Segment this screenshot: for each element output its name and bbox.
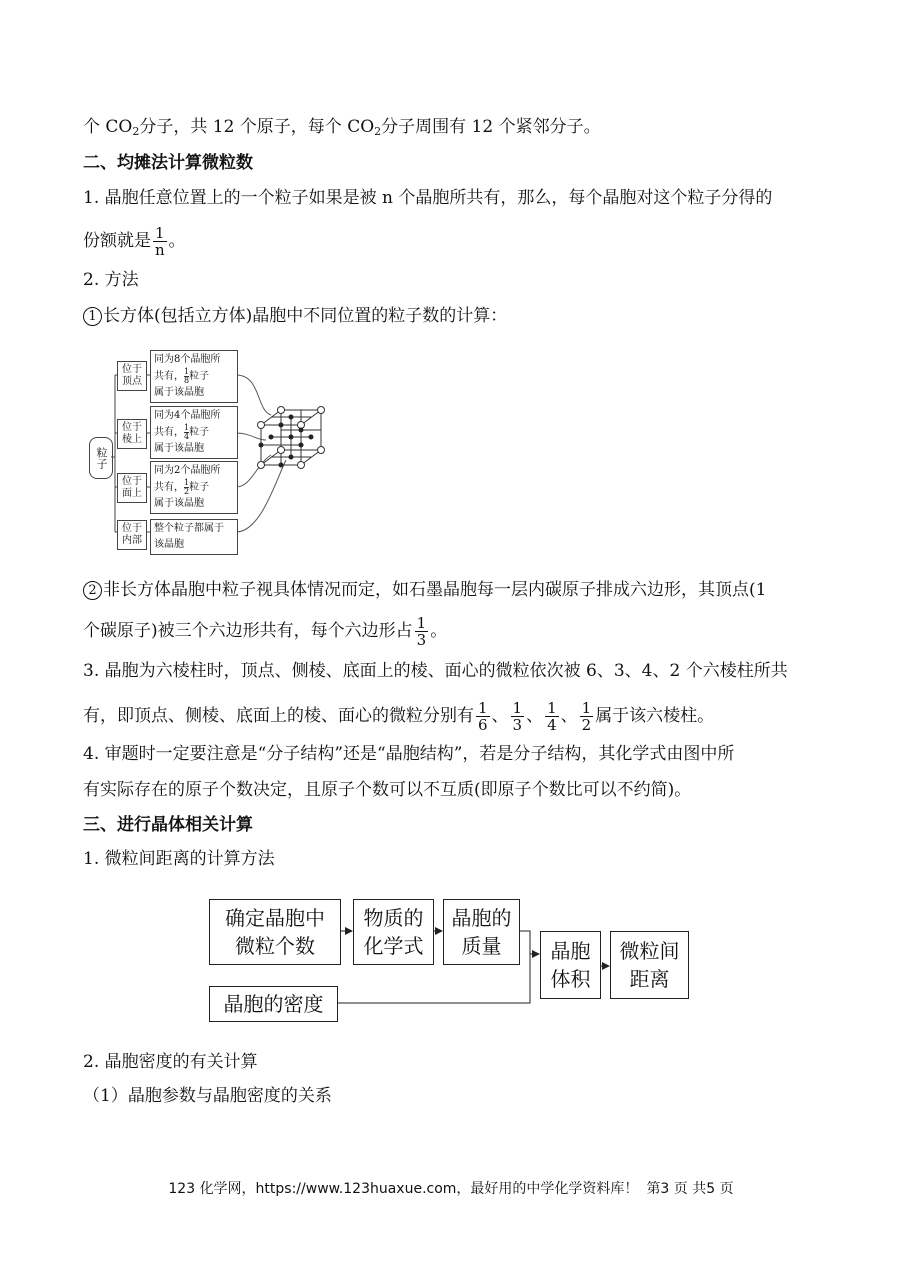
paragraph-4 xyxy=(83,578,766,602)
flow-box-volume xyxy=(540,931,601,999)
box-line: 确定晶胞中 xyxy=(225,906,325,930)
desc-line: 属于该晶胞 xyxy=(154,387,204,398)
desc-vertex xyxy=(150,350,238,403)
fraction-denominator: 6 xyxy=(478,716,488,734)
text-fragment: 粒子 xyxy=(189,371,210,382)
fraction-numerator: 1 xyxy=(184,423,190,432)
separator: 、 xyxy=(491,706,509,726)
fraction xyxy=(153,225,167,258)
section-heading-3: 三、进行晶体相关计算 xyxy=(83,815,253,835)
fraction-denominator: 4 xyxy=(547,716,557,734)
fraction xyxy=(511,700,525,733)
text-fragment: 属于该六棱柱。 xyxy=(595,706,715,726)
desc-line xyxy=(154,368,234,385)
text-fragment: 。 xyxy=(168,231,186,251)
desc-inner xyxy=(150,519,238,555)
particle-position-diagram xyxy=(86,345,346,555)
box-line: 物质的 xyxy=(363,906,424,930)
paragraph-1: 1. 晶胞任意位置上的一个粒子如果是被 n 个晶胞所共有，那么，每个晶胞对这个粒子分得的 xyxy=(83,188,773,208)
footer-page-number: 第3 页 共5 页 xyxy=(646,1181,734,1197)
desc-line: 属于该晶胞 xyxy=(154,443,204,454)
text-fragment: 共有， xyxy=(154,482,184,493)
box-line: 化学式 xyxy=(363,934,424,958)
desc-line: 属于该晶胞 xyxy=(154,498,204,509)
desc-line: 该晶胞 xyxy=(154,539,184,550)
paragraph-6-cont: 有实际存在的原子个数决定，且原子个数可以不互质(即原子个数比可以不约简)。 xyxy=(83,780,692,800)
position-vertex: 位于顶点 xyxy=(117,361,147,391)
desc-face xyxy=(150,461,238,514)
fraction-denominator: 8 xyxy=(184,376,190,385)
separator: 、 xyxy=(526,706,544,726)
particle-root-label: 粒子 xyxy=(89,437,113,479)
subscript: 2 xyxy=(374,125,382,138)
fraction-numerator: 1 xyxy=(416,614,427,632)
box-line: 距离 xyxy=(629,967,670,991)
text-fragment: 个 CO xyxy=(83,117,133,137)
flow-box-mass xyxy=(443,899,520,965)
desc-edge xyxy=(150,406,238,459)
fraction-numerator: 1 xyxy=(155,224,165,242)
section-heading-2: 二、均摊法计算微粒数 xyxy=(83,153,253,173)
paragraph-1-cont xyxy=(83,225,186,258)
subscript: 2 xyxy=(132,125,140,138)
text-fragment: 份额就是 xyxy=(83,231,151,251)
text-fragment: 共有， xyxy=(154,427,184,438)
fraction xyxy=(545,700,559,733)
fraction-numerator: 1 xyxy=(581,699,592,717)
paragraph-7: 1. 微粒间距离的计算方法 xyxy=(83,849,275,869)
text-line-co2 xyxy=(83,115,601,144)
flow-box-distance xyxy=(610,931,689,999)
circled-number: 1 xyxy=(83,307,102,326)
text-fragment: 分子，共 12 个原子，每个 CO xyxy=(139,117,375,137)
box-line: 微粒个数 xyxy=(235,934,315,958)
box-line: 体积 xyxy=(550,967,591,991)
fraction-numerator: 1 xyxy=(184,478,190,487)
separator: 、 xyxy=(560,706,578,726)
footer-site-text: 123 化学网，https://www.123huaxue.com，最好用的中学化学资料库！ xyxy=(168,1181,639,1197)
text-fragment: 共有， xyxy=(154,371,184,382)
desc-line: 同为4个晶胞所 xyxy=(154,410,221,421)
fraction xyxy=(476,700,490,733)
fraction-numerator: 1 xyxy=(512,699,523,717)
text-fragment: 分子周围有 12 个紧邻分子。 xyxy=(381,117,601,137)
fraction-denominator: 3 xyxy=(512,716,523,734)
fraction-numerator: 1 xyxy=(184,367,190,376)
text-fragment: 粒子 xyxy=(189,482,210,493)
desc-line xyxy=(154,479,234,496)
paragraph-4-cont xyxy=(83,615,447,648)
text-fragment: 有，即顶点、侧棱、底面上的棱、面心的微粒分别有 xyxy=(83,706,474,726)
flow-box-count xyxy=(209,899,341,965)
paragraph-2: 2. 方法 xyxy=(83,270,139,290)
box-line: 晶胞的 xyxy=(451,906,512,930)
text-fragment: 粒子 xyxy=(189,427,210,438)
flow-box-formula xyxy=(353,899,434,965)
fraction xyxy=(580,700,594,733)
position-face: 位于面上 xyxy=(117,473,147,503)
paragraph-6: 4. 审题时一定要注意是“分子结构”还是“晶胞结构”，若是分子结构，其化学式由图中所 xyxy=(83,744,735,764)
paragraph-9: （1）晶胞参数与晶胞密度的关系 xyxy=(83,1086,332,1106)
fraction-denominator: n xyxy=(154,241,165,259)
box-line: 质量 xyxy=(461,934,502,958)
desc-line: 同为8个晶胞所 xyxy=(154,354,221,365)
fraction-denominator: 3 xyxy=(416,631,427,649)
fraction-denominator: 2 xyxy=(581,716,592,734)
fraction-numerator: 1 xyxy=(547,699,557,717)
fraction-denominator: 2 xyxy=(184,487,190,496)
position-inner: 位于内部 xyxy=(117,520,147,550)
text-fragment: 。 xyxy=(430,621,448,641)
desc-line: 整个粒子都属于 xyxy=(154,523,224,534)
fraction xyxy=(415,615,429,648)
desc-line: 同为2个晶胞所 xyxy=(154,465,221,476)
fraction-denominator: 4 xyxy=(184,432,190,441)
paragraph-5: 3. 晶胞为六棱柱时，顶点、侧棱、底面上的棱、面心的微粒依次被 6、3、4、2 个六棱柱所共 xyxy=(83,661,788,681)
text-fragment: 长方体(包括立方体)晶胞中不同位置的粒子数的计算： xyxy=(103,306,508,326)
paragraph-8: 2. 晶胞密度的有关计算 xyxy=(83,1052,258,1072)
position-edge: 位于棱上 xyxy=(117,419,147,449)
box-line: 晶胞 xyxy=(550,939,591,963)
circled-number: 2 xyxy=(83,581,102,600)
page-footer xyxy=(0,1178,902,1198)
text-fragment: 个碳原子)被三个六边形共有，每个六边形占 xyxy=(83,621,413,641)
flow-box-density: 晶胞的密度 xyxy=(209,986,338,1022)
paragraph-3 xyxy=(83,304,507,328)
box-line: 微粒间 xyxy=(619,939,680,963)
paragraph-5-cont xyxy=(83,700,714,733)
fraction-numerator: 1 xyxy=(478,699,488,717)
desc-line xyxy=(154,424,234,441)
text-fragment: 非长方体晶胞中粒子视具体情况而定，如石墨晶胞每一层内碳原子排成六边形，其顶点(1 xyxy=(103,580,767,600)
